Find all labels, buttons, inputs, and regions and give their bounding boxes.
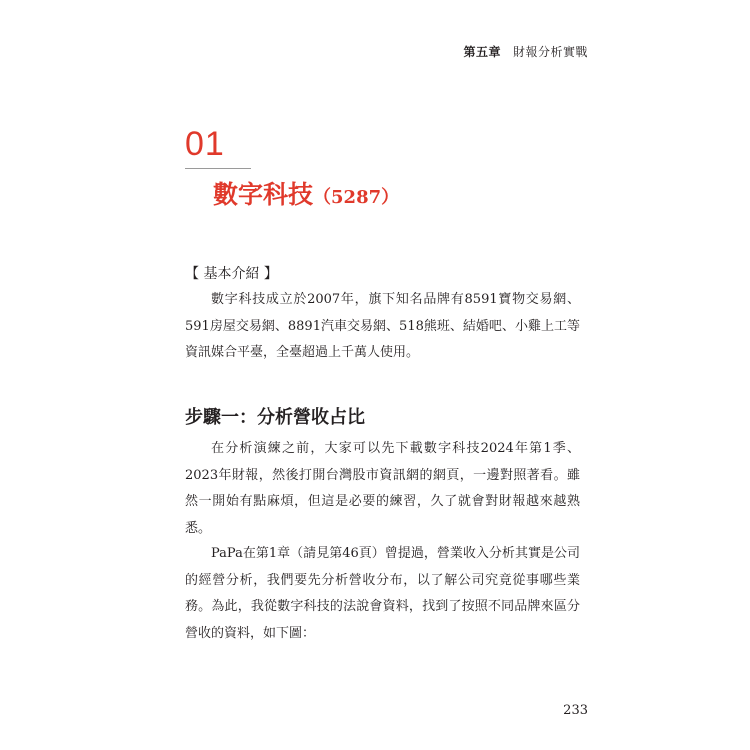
chapter-title: 財報分析實戰 bbox=[512, 45, 588, 59]
intro-heading: 【 基本介紹 】 bbox=[185, 266, 278, 282]
section-title bbox=[213, 175, 399, 211]
running-header bbox=[463, 43, 588, 60]
intro-paragraph: 數字科技成立於2007年，旗下知名品牌有8591寶物交易網、591房屋交易網、8891汽車交易網、518熊班、結婚吧、小雞上工等資訊媒合平臺，全臺超過上千萬人使用。 bbox=[185, 292, 580, 361]
stock-code: （5287） bbox=[313, 187, 400, 208]
section-divider bbox=[185, 168, 251, 169]
step-heading: 步驟一：分析營收占比 bbox=[185, 407, 365, 428]
chapter-label: 第五章 bbox=[463, 45, 501, 59]
page-number: 233 bbox=[563, 703, 588, 718]
body-paragraph: 在分析演練之前，大家可以先下載數字科技2024年第1季、2023年財報，然後打開台灣股市資訊網的網頁，一邊對照著看。雖然一開始有點麻煩，但這是必要的練習，久了就會對財報越來越熟悉。 bbox=[185, 441, 580, 536]
section-number: 01 bbox=[185, 125, 225, 163]
body-paragraph: PaPa在第1章（請見第46頁）曾提過，營業收入分析其實是公司的經營分析，我們要先分析營收分布，以了解公司究竟從事哪些業務。為此，我從數字科技的法說會資料，找到了按照不同品牌來區分營收的資料，如下圖： bbox=[185, 546, 580, 641]
company-name: 數字科技 bbox=[213, 180, 314, 209]
